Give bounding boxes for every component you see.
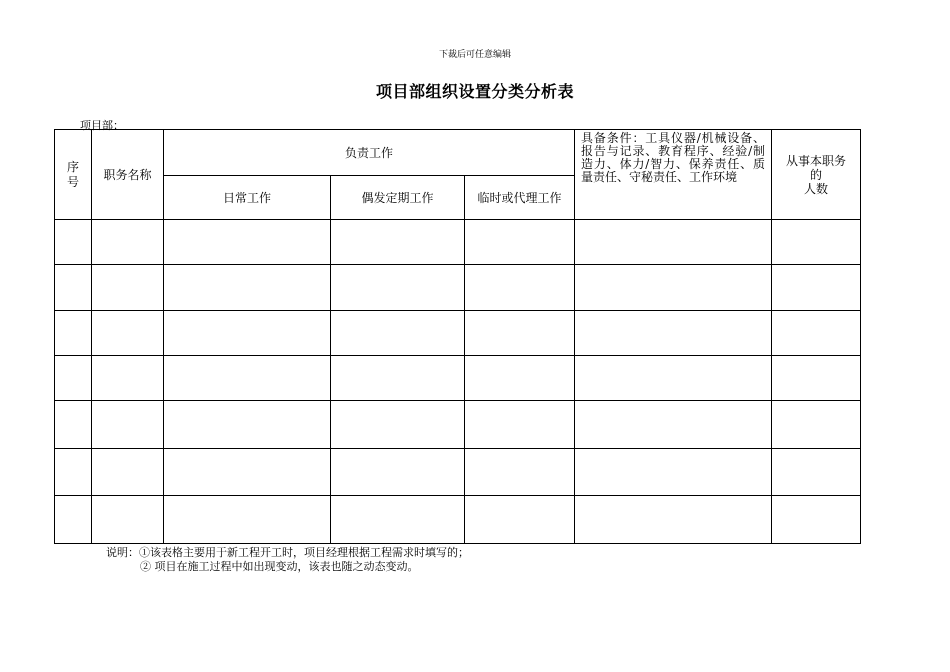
table-cell[interactable]: [55, 401, 92, 449]
table-row: [55, 356, 861, 401]
table-cell[interactable]: [772, 265, 861, 311]
table-cell[interactable]: [465, 449, 575, 496]
table-cell[interactable]: [465, 265, 575, 311]
table-cell[interactable]: [55, 496, 92, 544]
table-cell[interactable]: [465, 496, 575, 544]
notes: [106, 546, 469, 574]
header-conditions: 具备条件：工具仪器/机械设备、报告与记录、教育程序、经验/制造力、体力/智力、保养责任、质量责任、守秘责任、工作环境: [575, 130, 772, 220]
table-row: [55, 265, 861, 311]
table-cell[interactable]: [331, 496, 465, 544]
table-cell[interactable]: [164, 401, 331, 449]
table-row: [55, 401, 861, 449]
table-cell[interactable]: [164, 311, 331, 356]
subheader-daily: 日常工作: [164, 176, 331, 220]
header-seq-line1: 序: [66, 159, 79, 174]
table-cell[interactable]: [575, 356, 772, 401]
table-cell[interactable]: [92, 496, 164, 544]
table-row: [55, 311, 861, 356]
header-note: 下裁后可任意编辑: [438, 50, 511, 60]
subheader-temporary: 临时或代理工作: [465, 176, 575, 220]
table-row: [55, 220, 861, 265]
subheader-periodic: 偶发定期工作: [331, 176, 465, 220]
table-cell[interactable]: [331, 311, 465, 356]
header-count: [772, 130, 861, 220]
table-cell[interactable]: [55, 265, 92, 311]
department-label: 项目部：: [80, 119, 124, 132]
table-cell[interactable]: [55, 449, 92, 496]
table-cell[interactable]: [55, 311, 92, 356]
table-cell[interactable]: [92, 401, 164, 449]
table-cell[interactable]: [772, 401, 861, 449]
analysis-table: [54, 129, 861, 544]
header-count-line1: 从事本职务: [786, 153, 847, 168]
table-cell[interactable]: [772, 356, 861, 401]
table-row: [55, 496, 861, 544]
table-cell[interactable]: [465, 220, 575, 265]
table-cell[interactable]: [575, 449, 772, 496]
note-line-1: 说明：①该表格主要用于新工程开工时，项目经理根据工程需求时填写的；: [106, 546, 469, 559]
table-cell[interactable]: [465, 311, 575, 356]
table-cell[interactable]: [465, 401, 575, 449]
table-cell[interactable]: [92, 265, 164, 311]
table-cell[interactable]: [164, 496, 331, 544]
table-cell[interactable]: [772, 220, 861, 265]
table-cell[interactable]: [331, 449, 465, 496]
table-cell[interactable]: [92, 311, 164, 356]
header-count-line2: 的: [810, 167, 823, 182]
header-seq-line2: 号: [66, 174, 79, 189]
table-cell[interactable]: [575, 311, 772, 356]
table-cell[interactable]: [164, 265, 331, 311]
table-cell[interactable]: [164, 449, 331, 496]
header-responsibility: 负责工作: [164, 130, 575, 176]
header-count-line3: 人数: [804, 181, 829, 196]
table-row: [55, 449, 861, 496]
table-cell[interactable]: [772, 496, 861, 544]
table-cell[interactable]: [465, 356, 575, 401]
table-cell[interactable]: [575, 220, 772, 265]
header-seq: [55, 130, 92, 220]
table-cell[interactable]: [772, 449, 861, 496]
table-cell[interactable]: [331, 401, 465, 449]
table-cell[interactable]: [331, 356, 465, 401]
table-cell[interactable]: [55, 356, 92, 401]
table-cell[interactable]: [92, 220, 164, 265]
table-cell[interactable]: [92, 449, 164, 496]
table-cell[interactable]: [575, 265, 772, 311]
table-cell[interactable]: [772, 311, 861, 356]
note-line-2: ② 项目在施工过程中如出现变动，该表也随之动态变动。: [140, 560, 419, 573]
table-cell[interactable]: [55, 220, 92, 265]
table-cell[interactable]: [575, 496, 772, 544]
table-cell[interactable]: [164, 220, 331, 265]
table-cell[interactable]: [331, 220, 465, 265]
table-cell[interactable]: [575, 401, 772, 449]
page-title: 项目部组织设置分类分析表: [375, 82, 574, 101]
table-cell[interactable]: [331, 265, 465, 311]
table-cell[interactable]: [164, 356, 331, 401]
table-cell[interactable]: [92, 356, 164, 401]
header-position: 职务名称: [92, 130, 164, 220]
